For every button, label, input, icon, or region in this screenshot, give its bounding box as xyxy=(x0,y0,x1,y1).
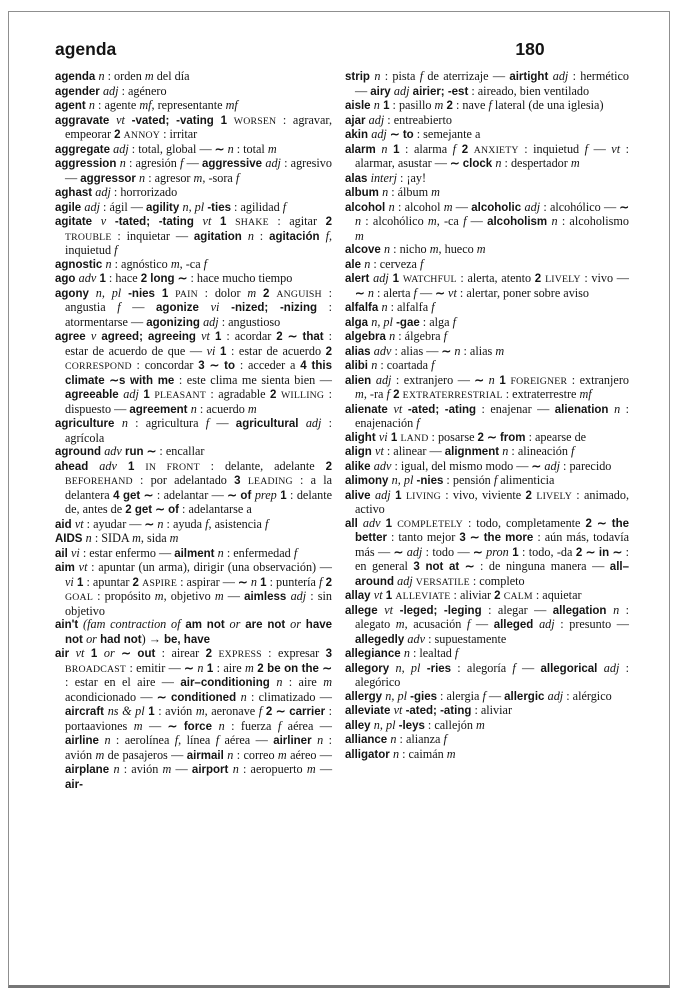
dictionary-entry: aggravate vt -vated; -vating 1 WORSEN : agravar, empeorar 2 ANNOY : irritar xyxy=(55,112,333,141)
dictionary-entry: allergy n, pl -gies : alergia f — allergic adj : alérgico xyxy=(345,688,612,703)
dictionary-entry: agent n : agente mf, representante mf xyxy=(55,98,238,112)
page-number: 180 xyxy=(515,39,545,59)
dictionary-entry: aid vt : ayudar — ∼ n : ayuda f, asistencia f xyxy=(55,516,269,531)
dictionary-entry: agitate v -tated; -tating vt 1 SHAKE : agitar 2 TROUBLE : inquietar — agitation n : agitación f, inquietud f xyxy=(55,214,332,257)
page-header xyxy=(0,38,679,60)
dictionary-entry: allegiance n : lealtad f xyxy=(345,646,459,660)
dictionary-entry: alarm n 1 : alarma f 2 ANXIETY : inquietud f — vt : alarmar, asustar — ∼ clock n : despertador m xyxy=(345,141,629,170)
right-column xyxy=(345,70,629,792)
dictionary-entry: alibi n : coartada f xyxy=(345,358,435,372)
dictionary-entry: allege vt -leged; -leging : alegar — allegation n : alegato m, acusación f — alleged adj : presunto — allegedly adv : supuestamente xyxy=(345,602,629,646)
dictionary-entry: aggregate adj : total, global — ∼ n : total m xyxy=(55,141,277,156)
dictionary-entry: ahead adv 1 IN FRONT : delante, adelante 2 BEFOREHAND : por adelantado 3 LEADING : a la delantera 4 get ∼ : adelantar — ∼ of prep 1 : delante de, antes de 2 get ∼ of : adelantarse a xyxy=(55,458,333,516)
dictionary-entry: alight vi 1 LAND : posarse 2 ∼ from : apearse de xyxy=(345,429,587,444)
dictionary-entry: air vt 1 or ∼ out : airear 2 EXPRESS : expresar 3 BROADCAST : emitir — ∼ n 1 : aire m 2 be on the ∼ : estar en el aire — air–conditioning n : aire m acondicionado — ∼ conditioned n : climatizado — aircraft ns & pl 1 : avión m, aeronave f 2 ∼ carrier : portaaviones m — ∼ force n : fuerza f aérea — airline n : aerolínea f, línea f aérea — airliner n : avión m de pasajeros — airmail n : correo m aéreo — airplane n : avión m — airport n : aeropuerto m — air- xyxy=(55,646,333,791)
dictionary-entry: alias adv : alias — ∼ n : alias m xyxy=(345,343,505,358)
dictionary-entry: alien adj : extranjero — ∼ n 1 FOREIGNER : extranjero m, -ra f 2 EXTRATERRESTRIAL : extraterrestre mf xyxy=(345,372,629,401)
dictionary-entry: alley n, pl -leys : callejón m xyxy=(345,717,485,732)
dictionary-entry: album n : álbum m xyxy=(345,185,440,199)
dictionary-entry: ajar adj : entreabierto xyxy=(345,112,452,127)
dictionary-entry: alligator n : caimán m xyxy=(345,746,456,761)
dictionary-entry: alga n, pl -gae : alga f xyxy=(345,314,456,329)
dictionary-entry: agree v agreed; agreeing vt 1 : acordar 2 ∼ that : estar de acuerdo de que — vi 1 : estar de acuerdo 2 CORRESPOND : concordar 3 ∼ to : acceder a 4 this climate ∼s with me : este clima me sienta bien — agreeable adj 1 PLEASANT : agradable 2 WILLING : dispuesto — agreement n : acuerdo m xyxy=(55,329,333,416)
dictionary-entry: strip n : pista f de aterrizaje — airtight adj : hermético — airy adj airier; -est : aireado, bien ventilado xyxy=(345,69,630,98)
dictionary-entry: ail vi : estar enfermo — ailment n : enfermedad f xyxy=(55,545,298,560)
dictionary-entry: alcohol n : alcohol m — alcoholic adj : alcohólico — ∼ n : alcohólico m, -ca f — alcoholism n : alcoholismo m xyxy=(345,199,630,243)
dictionary-entry: alimony n, pl -nies : pensión f alimenticia xyxy=(345,473,555,487)
dictionary-entry: aghast adj : horrorizado xyxy=(55,185,178,199)
dictionary-entry: aground adv run ∼ : encallar xyxy=(55,444,205,458)
dictionary-entry: agnostic n : agnóstico m, -ca f xyxy=(55,256,208,271)
dictionary-entry: ale n : cerveza f xyxy=(345,256,424,271)
dictionary-entry: alleviate vt -ated; -ating : aliviar xyxy=(345,703,512,717)
dictionary-entry: align vt : alinear — alignment n : alineación f xyxy=(345,444,575,458)
text-columns xyxy=(55,70,629,792)
dictionary-entry: alert adj 1 WATCHFUL : alerta, atento 2 LIVELY : vivo — ∼ n : alerta f — ∼ vt : alertar, poner sobre aviso xyxy=(345,271,629,300)
dictionary-entry: alas interj : ¡ay! xyxy=(345,170,427,185)
dictionary-entry: akin adj ∼ to : semejante a xyxy=(345,127,481,141)
dictionary-entry: agriculture n : agricultura f — agricultural adj : agrícola xyxy=(55,416,333,445)
dictionary-entry: agony n, pl -nies 1 PAIN : dolor m 2 ANGUISH : angustia f — agonize vi -nized; -nizing : atormentarse — agonizing adj : angustioso xyxy=(55,285,333,329)
dictionary-entry: alike adv : igual, del mismo modo — ∼ adj : parecido xyxy=(345,458,612,473)
dictionary-entry: agender adj : agénero xyxy=(55,83,167,98)
dictionary-entry: agenda n : orden m del día xyxy=(55,69,190,83)
dictionary-entry: allegory n, pl -ries : alegoría f — allegorical adj : alegórico xyxy=(345,660,629,689)
dictionary-entry: alive adj 1 LIVING : vivo, viviente 2 LIVELY : animado, activo xyxy=(345,487,630,516)
dictionary-entry: algebra n : álgebra f xyxy=(345,329,447,343)
dictionary-entry: allay vt 1 ALLEVIATE : aliviar 2 CALM : aquietar xyxy=(345,588,582,602)
dictionary-entry: alienate vt -ated; -ating : enajenar — alienation n : enajenación f xyxy=(345,401,630,430)
dictionary-entry: alcove n : nicho m, hueco m xyxy=(345,242,486,256)
dictionary-entry: ain't (fam contraction of am not or are not or have not or had not) → be, have xyxy=(55,617,333,646)
dictionary-entry: AIDS n : SIDA m, sida m xyxy=(55,531,179,545)
dictionary-entry: alfalfa n : alfalfa f xyxy=(345,300,435,314)
dictionary-entry: ago adv 1 : hace 2 long ∼ : hace mucho tiempo xyxy=(55,271,293,285)
guide-word: agenda xyxy=(55,39,117,59)
dictionary-entry: aim vt : apuntar (un arma), dirigir (una observación) — vi 1 : apuntar 2 ASPIRE : aspirar — ∼ n 1 : puntería f 2 GOAL : propósito m, objetivo m — aimless adj : sin objetivo xyxy=(55,560,333,618)
dictionary-entry: all adv 1 COMPLETELY : todo, completamente 2 ∼ the better : tanto mejor 3 ∼ the more : aún más, todavía más — ∼ adj : todo — ∼ pron 1 : todo, -da 2 ∼ in ∼ : en general 3 not at ∼ : de ninguna manera — all–around adj VERSATILE : completo xyxy=(345,515,630,588)
dictionary-entry: alliance n : alianza f xyxy=(345,732,447,746)
dictionary-entry: agile adj : ágil — agility n, pl -ties : agilidad f xyxy=(55,199,287,214)
dictionary-entry: aisle n 1 : pasillo m 2 : nave f lateral (de una iglesia) xyxy=(345,98,604,112)
left-column xyxy=(55,70,332,792)
dictionary-entry: aggression n : agresión f — aggressive adj : agresivo — aggressor n : agresor m, -sora f xyxy=(55,156,332,185)
